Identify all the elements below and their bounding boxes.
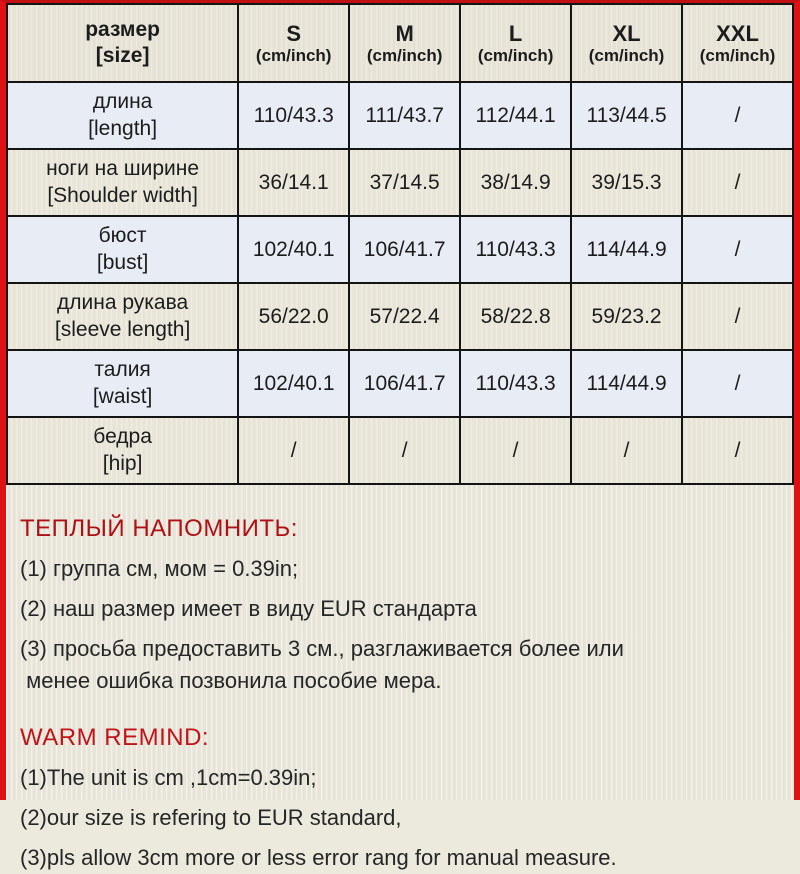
row-label-ru: бедра: [93, 425, 152, 449]
size-header-label-en: [size]: [95, 44, 150, 67]
size-column-header: [238, 4, 349, 82]
size-column-unit: (cm/inch): [699, 45, 776, 65]
size-column-name: M: [395, 20, 414, 46]
table-row: [7, 216, 793, 283]
size-value: 58/22.8: [480, 304, 551, 328]
size-value: /: [734, 170, 741, 194]
row-label-cell: [7, 82, 238, 149]
table-row: [7, 417, 793, 484]
size-value: 36/14.1: [258, 170, 329, 194]
table-row: [7, 350, 793, 417]
size-value-cell: [682, 417, 793, 484]
size-column-header: [571, 4, 682, 82]
row-label-ru: длина рукава: [56, 291, 189, 315]
size-value: 111/43.7: [365, 103, 444, 127]
table-row: [7, 283, 793, 350]
size-value-cell: [349, 82, 460, 149]
size-value-cell: [682, 149, 793, 216]
size-value-cell: [238, 417, 349, 484]
size-value-cell: [349, 149, 460, 216]
en-remind-heading: WARM REMIND:: [20, 723, 210, 751]
size-value-cell: [460, 283, 571, 350]
size-value-cell: [571, 283, 682, 350]
size-value-cell: [460, 216, 571, 283]
ru-remind-lines: [20, 553, 782, 696]
size-value-cell: [460, 350, 571, 417]
note-line: (1) группа см, мом = 0.39in;: [20, 556, 299, 581]
size-column-unit: (cm/inch): [588, 45, 665, 65]
row-label-cell: [7, 283, 238, 350]
note-line: (3) просьба предоставить 3 см., разглаживается более или менее ошибка позвонила пособие мера.: [20, 636, 624, 693]
size-header-label-ru: размер: [85, 17, 160, 41]
size-column-unit: (cm/inch): [255, 45, 332, 65]
size-value: /: [734, 371, 741, 395]
size-value: 106/41.7: [363, 371, 446, 395]
size-value-cell: [682, 283, 793, 350]
size-value-cell: [460, 149, 571, 216]
size-value: 106/41.7: [363, 237, 446, 261]
size-value: 114/44.9: [586, 237, 667, 261]
size-value-cell: [682, 82, 793, 149]
size-header-cell: [7, 4, 238, 82]
size-value-cell: [238, 350, 349, 417]
row-label-en: [hip]: [102, 451, 143, 475]
size-value: /: [623, 438, 630, 462]
en-remind-lines: [20, 762, 782, 874]
size-value-cell: [571, 82, 682, 149]
size-value: 57/22.4: [369, 304, 440, 328]
size-value: 37/14.5: [369, 170, 440, 194]
size-column-header: [349, 4, 460, 82]
size-value: 112/44.1: [475, 103, 556, 127]
notes-section: [6, 485, 794, 874]
size-value: 114/44.9: [586, 371, 667, 395]
row-label-en: [length]: [88, 116, 158, 140]
size-value: 113/44.5: [586, 103, 667, 127]
note-line: (2)our size is refering to EUR standard,: [20, 805, 402, 831]
size-table-header-row: [7, 4, 793, 82]
size-table: [6, 3, 794, 485]
size-value-cell: [238, 149, 349, 216]
size-value-cell: [349, 417, 460, 484]
size-value-cell: [571, 417, 682, 484]
size-value-cell: [349, 216, 460, 283]
size-column-header: [682, 4, 793, 82]
table-row: [7, 149, 793, 216]
size-value-cell: [460, 417, 571, 484]
size-value: /: [734, 438, 741, 462]
size-value: 110/43.3: [475, 237, 556, 261]
row-label-en: [sleeve length]: [54, 317, 191, 341]
note-line: (2) наш размер имеет в виду EUR стандарта: [20, 596, 477, 622]
size-value: /: [401, 438, 408, 462]
size-column-name: S: [286, 20, 302, 46]
size-column-name: XXL: [716, 20, 759, 46]
note-line: (1)The unit is cm ,1cm=0.39in;: [20, 764, 317, 790]
row-label-cell: [7, 417, 238, 484]
size-value: /: [290, 438, 297, 462]
row-label-ru: длина: [92, 90, 153, 114]
size-value: 56/22.0: [258, 304, 329, 328]
size-column-unit: (cm/inch): [366, 45, 443, 65]
row-label-en: [bust]: [96, 250, 149, 274]
size-value: 102/40.1: [252, 237, 335, 261]
size-value-cell: [571, 216, 682, 283]
size-value-cell: [682, 216, 793, 283]
size-value: 102/40.1: [252, 371, 335, 395]
size-value: /: [734, 304, 741, 328]
size-value-cell: [238, 216, 349, 283]
size-value: 110/43.3: [253, 103, 334, 127]
size-value: /: [734, 103, 741, 127]
size-value: 39/15.3: [591, 170, 662, 194]
row-label-ru: ноги на ширине: [46, 157, 200, 181]
ru-remind-heading: ТЕПЛЫЙ НАПОМНИТЬ:: [20, 515, 298, 542]
row-label-en: [waist]: [92, 384, 153, 408]
note-line: (3)pls allow 3cm more or less error rang for manual measure.: [20, 845, 617, 871]
size-value-cell: [460, 82, 571, 149]
row-label-ru: талия: [94, 358, 151, 382]
size-value-cell: [238, 82, 349, 149]
size-table-body: [7, 82, 793, 484]
size-value-cell: [571, 149, 682, 216]
size-value: 38/14.9: [480, 170, 551, 194]
size-value: 59/23.2: [591, 304, 662, 328]
size-value: /: [734, 237, 741, 261]
size-value-cell: [349, 350, 460, 417]
row-label-cell: [7, 216, 238, 283]
row-label-en: [Shoulder width]: [47, 183, 198, 207]
size-value-cell: [682, 350, 793, 417]
row-label-cell: [7, 149, 238, 216]
size-column-header: [460, 4, 571, 82]
size-column-unit: (cm/inch): [477, 45, 554, 65]
row-label-cell: [7, 350, 238, 417]
size-value-cell: [238, 283, 349, 350]
size-column-name: L: [508, 20, 523, 46]
row-label-ru: бюст: [98, 224, 147, 248]
size-value-cell: [571, 350, 682, 417]
size-value-cell: [349, 283, 460, 350]
size-value: /: [512, 438, 519, 462]
size-value: 110/43.3: [475, 371, 556, 395]
size-column-name: XL: [612, 20, 641, 46]
table-row: [7, 82, 793, 149]
